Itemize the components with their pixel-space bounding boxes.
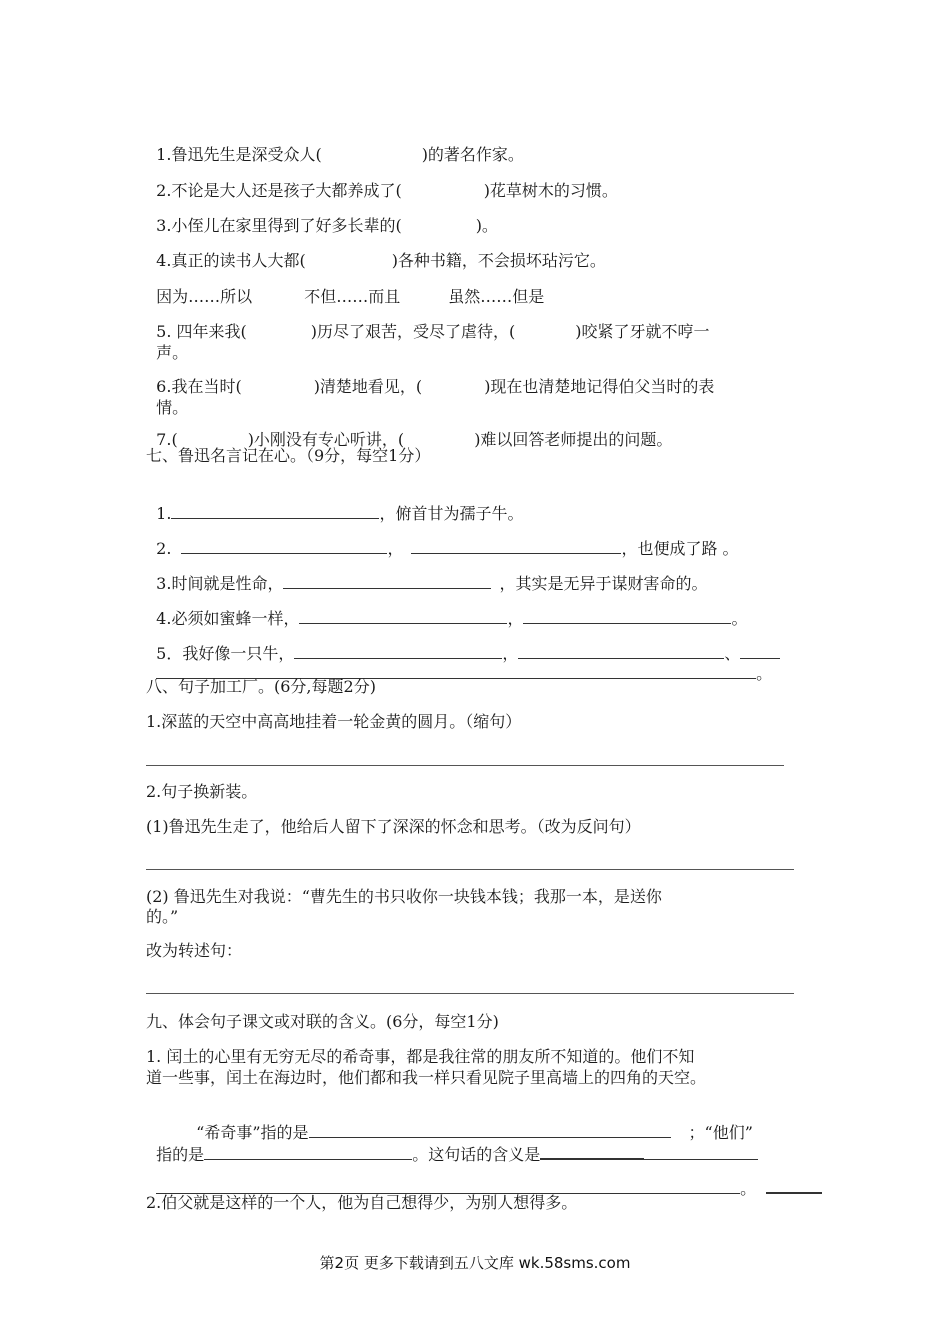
q6-line-4 bbox=[146, 231, 606, 271]
text: )难以回答老师提出的问题。 bbox=[474, 430, 673, 449]
text: ；“他们” bbox=[688, 1123, 753, 1142]
text: 5．我好像一只牛， bbox=[156, 644, 295, 663]
answer-line[interactable] bbox=[146, 765, 784, 766]
answer-line[interactable] bbox=[146, 869, 794, 870]
q8-line-4: (2) 鲁迅先生对我说：“曹先生的书只收你一块钱本钱；我那一本，是送你 bbox=[146, 887, 662, 906]
q9-line-1: 1. 闰土的心里有无穷无尽的希奇事，都是我往常的朋友所不知道的。他们不知 bbox=[146, 1047, 695, 1066]
q8-title: 八、句子加工厂。(6分,每题2分) bbox=[146, 677, 376, 696]
answer-line[interactable] bbox=[146, 993, 794, 994]
q6-line-1 bbox=[146, 125, 524, 165]
answer-blank[interactable] bbox=[766, 1176, 822, 1194]
option-1: 因为……所以 bbox=[156, 287, 253, 306]
text: )小刚没有专心听讲，( bbox=[247, 430, 405, 449]
text: ，也便成了路 。 bbox=[621, 539, 739, 558]
text: ，俯首甘为孺子牛。 bbox=[379, 504, 524, 523]
text: 6.我在当时( bbox=[156, 377, 242, 396]
answer-blank[interactable] bbox=[156, 1177, 740, 1194]
text: 。这句话的含义是 bbox=[412, 1145, 541, 1164]
text: 7.( bbox=[156, 430, 178, 449]
text: )历尽了艰苦，受尽了虐待，( bbox=[310, 322, 516, 341]
text: 4.必须如蜜蜂一样， bbox=[156, 609, 300, 628]
text: ， bbox=[502, 644, 519, 663]
q6-line-6 bbox=[146, 357, 714, 397]
q8-line-3: (1)鲁迅先生走了，他给后人留下了深深的怀念和思考。（改为反问句） bbox=[146, 817, 641, 836]
q9-line-5: 2.伯父就是这样的一个人，他为自己想得少，为别人想得多。 bbox=[146, 1193, 578, 1212]
text: 情。 bbox=[156, 398, 189, 417]
q7-title: 七、鲁迅名言记在心。（9分，每空1分） bbox=[146, 446, 431, 465]
q6-line-2 bbox=[146, 161, 618, 201]
q9-line-1-wrap: 道一些事，闰土在海边时，他们都和我一样只看见院子里高墙上的四角的天空。 bbox=[146, 1068, 707, 1087]
text: )各种书籍，不会损坏玷污它。 bbox=[391, 251, 606, 270]
q6-options bbox=[146, 267, 544, 307]
text: 4.真正的读书人大都( bbox=[156, 251, 306, 270]
q8-line-1: 1.深蓝的天空中高高地挂着一轮金黄的圆月。（缩句） bbox=[146, 712, 522, 731]
q6-line-5 bbox=[146, 302, 710, 342]
q8-line-2: 2.句子换新装。 bbox=[146, 782, 258, 801]
text: 1.鲁迅先生是深受众人( bbox=[156, 145, 322, 164]
text: )花草树木的习惯。 bbox=[483, 181, 618, 200]
q6-line-7 bbox=[146, 410, 672, 450]
text: 3.小侄儿在家里得到了好多长辈的( bbox=[156, 216, 402, 235]
text: “希奇事”指的是 bbox=[196, 1123, 309, 1142]
text: 1. bbox=[156, 504, 172, 523]
text: 。 bbox=[740, 1179, 757, 1198]
option-3: 虽然……但是 bbox=[448, 287, 545, 306]
text: 5. 四年来我( bbox=[156, 322, 247, 341]
q8-line-5: 改为转述句： bbox=[146, 941, 243, 960]
text: 2. bbox=[156, 539, 172, 558]
text: ， bbox=[507, 609, 524, 628]
text: )清楚地看见，( bbox=[313, 377, 423, 396]
q8-line-4-wrap: 的。” bbox=[146, 907, 179, 926]
text: )咬紧了牙就不哼一 bbox=[575, 322, 710, 341]
text: ， bbox=[387, 539, 404, 558]
text: 、 bbox=[724, 644, 741, 663]
text: 。 bbox=[731, 609, 748, 628]
q6-line-3 bbox=[146, 196, 498, 236]
text: )现在也清楚地记得伯父当时的表 bbox=[484, 377, 715, 396]
text: 指的是 bbox=[156, 1145, 205, 1164]
text: 。 bbox=[756, 664, 773, 683]
q9-title: 九、体会句子课文或对联的含义。(6分，每空1分) bbox=[146, 1012, 499, 1031]
text: 3.时间就是性命， bbox=[156, 574, 284, 593]
text: )。 bbox=[475, 216, 498, 235]
text: )的著名作家。 bbox=[421, 145, 524, 164]
text: 2.不论是大人还是孩子大都养成了( bbox=[156, 181, 402, 200]
text: ，其实是无异于谋财害命的。 bbox=[499, 574, 708, 593]
text: 声。 bbox=[156, 343, 189, 362]
page-footer: 第2页 更多下载请到五八文库 wk.58sms.com bbox=[319, 1254, 631, 1272]
option-2: 不但……而且 bbox=[304, 287, 401, 306]
